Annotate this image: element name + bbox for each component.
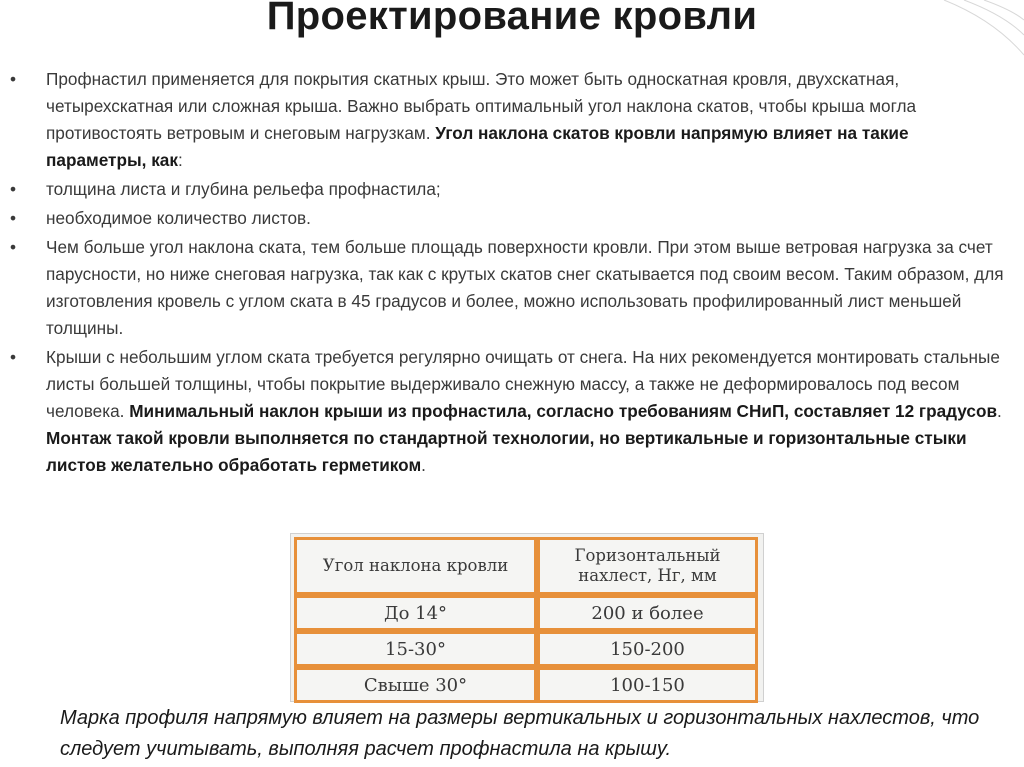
table-row: [294, 631, 758, 667]
table-header-row: [294, 537, 758, 595]
table-cell-overlap: 150-200: [537, 631, 758, 667]
bullet-text-tail: :: [177, 150, 183, 170]
bullet-text: Профнастил применяется для покрытия скатных крыш. Это может быть односкатная кровля, двухскатная, четырехскатная или сложная крыша. Важно выбрать оптимальный угол наклона скатов, чтобы крыша могла противостоять ветровым и снеговым нагрузкам.: [46, 69, 917, 143]
bullet-text-bold-2: Монтаж такой кровли выполняется по стандартной технологии, но вертикальные и горизонтальные стыки листов желательно обработать герметиком: [46, 428, 967, 475]
bullet-text: Чем больше угол наклона ската, тем больше площадь поверхности кровли. При этом выше ветровая нагрузка за счет парусности, но ниже снеговая нагрузка, так как с крутых скатов снег скатывается под своим весом. Таким образом, для изготовления кровель с углом ската в 45 градусов и более, можно использовать профилированный лист меньшей толщины.: [46, 237, 1004, 338]
bullet-item: [10, 205, 1010, 232]
table-cell-angle: Свыше 30°: [294, 667, 537, 703]
bullet-text-bold: Минимальный наклон крыши из профнастила, согласно требованиям СНиП, составляет 12 градусов: [129, 401, 998, 421]
table-header-overlap: Горизонтальный нахлест, Нг, мм: [537, 537, 758, 595]
bullet-marker: •: [10, 237, 17, 257]
slide-title: Проектирование кровли: [266, 0, 758, 38]
bullet-item: [10, 344, 1010, 479]
bullet-marker: •: [10, 179, 17, 199]
bullet-marker: •: [10, 69, 17, 89]
bullet-item: [10, 234, 1010, 342]
bullet-marker: •: [10, 208, 17, 228]
bullet-text-tail: .: [421, 455, 426, 475]
table-cell-angle: До 14°: [294, 595, 537, 631]
bullet-item: [10, 176, 1010, 203]
bullet-marker: •: [10, 347, 17, 367]
table-row: [294, 595, 758, 631]
bullet-text: Крыши с небольшим углом ската требуется регулярно очищать от снега. На них рекомендуется монтировать стальные листы большей толщины, чтобы покрытие выдерживало снежную массу, а также не деформировалось под весом человека.: [46, 347, 1000, 421]
overlap-table: [294, 537, 758, 703]
bullet-text-bold: Угол наклона скатов кровли напрямую влияет на такие параметры, как: [46, 123, 909, 170]
table-header-angle: Угол наклона кровли: [294, 537, 537, 595]
table-cell-overlap: 200 и более: [537, 595, 758, 631]
bullet-text: толщина листа и глубина рельефа профнастила;: [46, 179, 441, 199]
bullet-list: [10, 66, 1010, 481]
bullet-item: [10, 66, 1010, 174]
table-row: [294, 667, 758, 703]
bullet-text: необходимое количество листов.: [46, 208, 311, 228]
table-cell-angle: 15-30°: [294, 631, 537, 667]
bullet-text-mid: .: [997, 401, 1002, 421]
overlap-table-image: [290, 533, 764, 702]
caption-text: Марка профиля напрямую влияет на размеры вертикальных и горизонтальных нахлестов, что следует учитывать, выполняя расчет профнастила на крышу.: [60, 707, 980, 760]
table-cell-overlap: 100-150: [537, 667, 758, 703]
